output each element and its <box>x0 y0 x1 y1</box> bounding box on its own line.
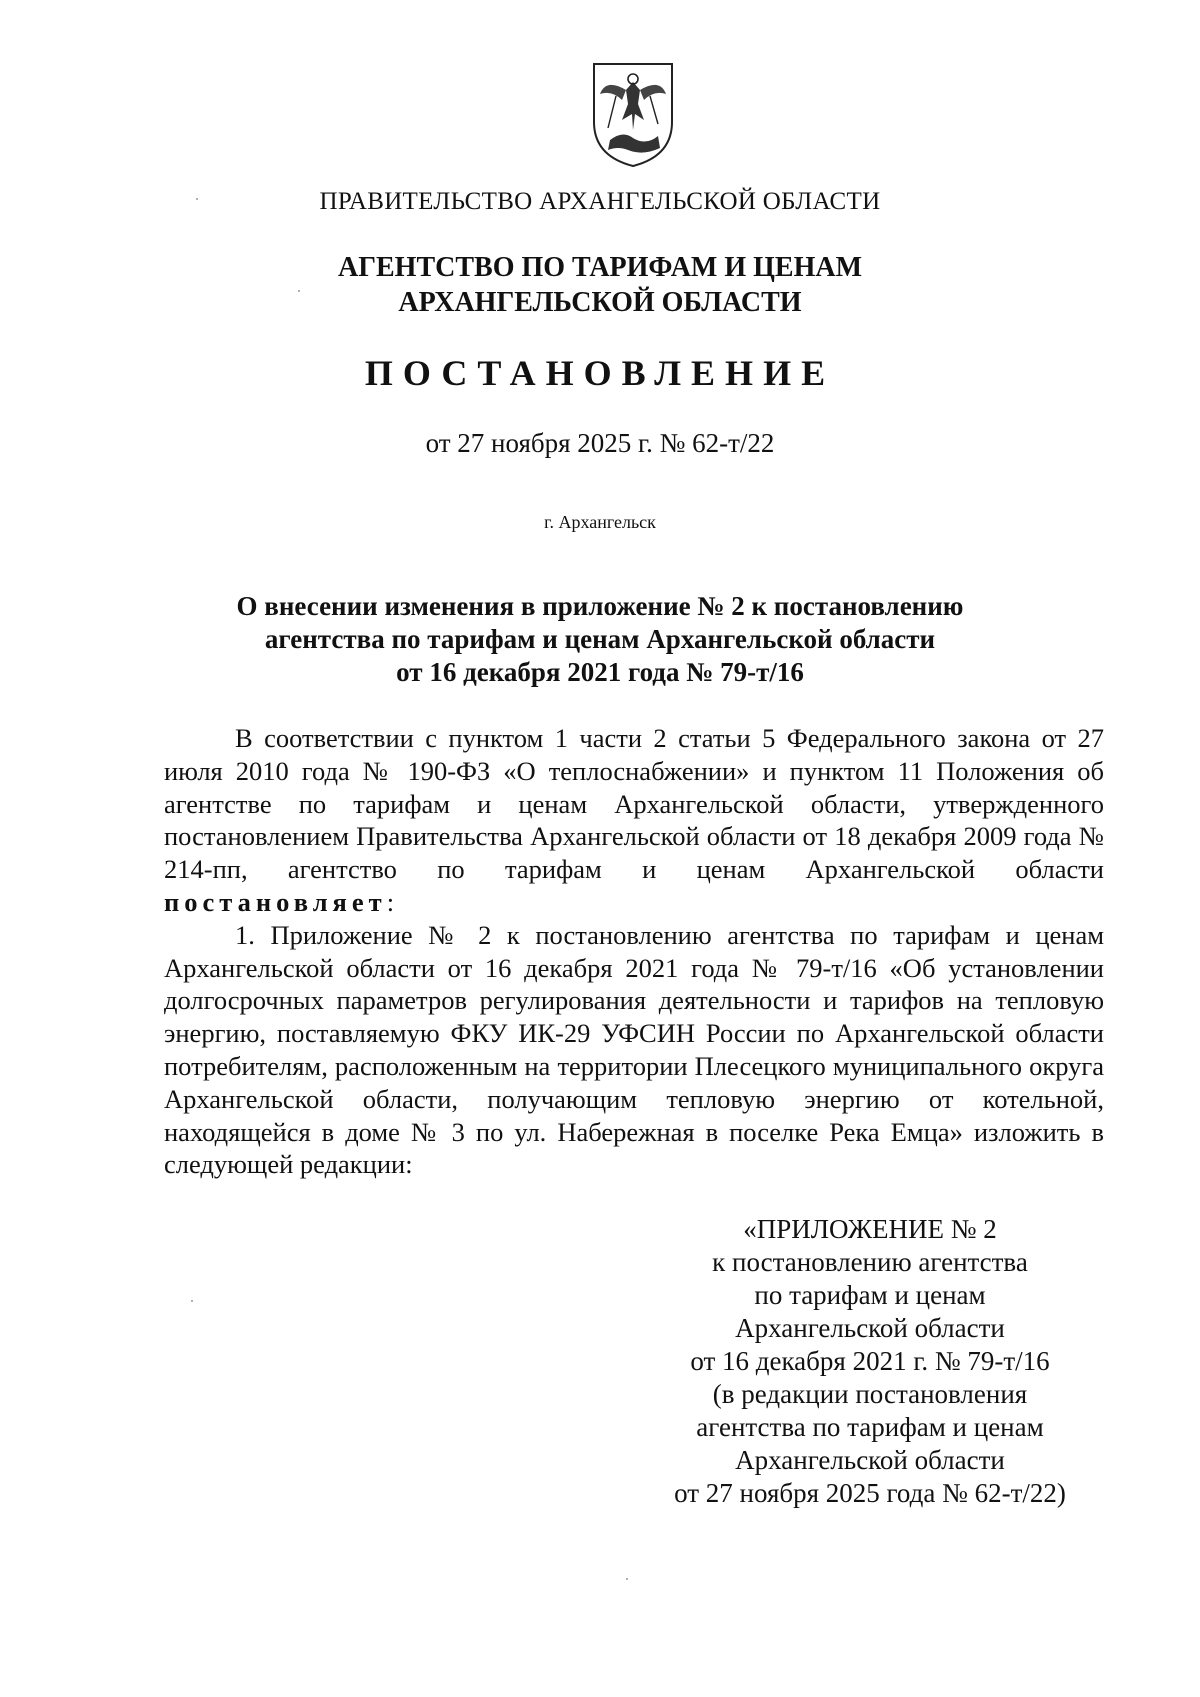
title-line2: агентства по тарифам и ценам Архангельской области <box>264 624 936 654</box>
title-line1: О внесении изменения в приложение № 2 к постановлению <box>236 591 964 621</box>
appendix-header <box>640 1213 1100 1510</box>
agency-name-line2: АРХАНГЕЛЬСКОЙ ОБЛАСТИ <box>398 287 802 318</box>
appendix-line: агентства по тарифам и ценам <box>696 1412 1044 1442</box>
preamble-text: В соответствии с пунктом 1 части 2 статьи 5 Федерального закона от 27 июля 2010 года № 190-ФЗ «О теплоснабжении» и пунктом 11 Положения об агентстве по тарифам и ценам Архангельской области, утвержденного постановлением Правительства Архангельской области от 18 декабря 2009 года № 214-пп, агентство по тарифам и ценам Архангельской области <box>164 723 1104 885</box>
appendix-line: к постановлению агентства <box>712 1247 1028 1277</box>
document-date-number: от 27 ноября 2025 г. № 62-т/22 <box>425 428 775 458</box>
appendix-line: от 27 ноября 2025 года № 62-т/22) <box>674 1478 1066 1508</box>
scan-speck <box>196 198 198 200</box>
government-name: ПРАВИТЕЛЬСТВО АРХАНГЕЛЬСКОЙ ОБЛАСТИ <box>319 188 881 215</box>
document-title <box>0 590 1200 689</box>
document-body <box>164 722 1104 1181</box>
resolves-word: постановляет <box>164 886 387 917</box>
appendix-line: Архангельской области <box>735 1313 1005 1343</box>
coat-of-arms-icon <box>588 60 678 170</box>
appendix-line: «ПРИЛОЖЕНИЕ № 2 <box>743 1214 997 1244</box>
agency-name <box>0 250 1200 320</box>
appendix-line: (в редакции постановления <box>712 1379 1028 1409</box>
scan-speck <box>298 290 300 292</box>
document-city: г. Архангельск <box>544 512 656 532</box>
document-type: ПОСТАНОВЛЕНИЕ <box>364 353 836 393</box>
preamble-paragraph <box>164 722 1104 919</box>
scan-speck <box>191 1300 193 1302</box>
appendix-line: Архангельской области <box>735 1445 1005 1475</box>
appendix-line: от 16 декабря 2021 г. № 79-т/16 <box>690 1346 1050 1376</box>
clause-1-paragraph: 1. Приложение № 2 к постановлению агентства по тарифам и ценам Архангельской области от 16 декабря 2021 года № 79-т/16 «Об установлении долгосрочных параметров регулирования деятельности и тарифов на тепловую энергию, поставляемую ФКУ ИК-29 УФСИН России по Архангельской области потребителям, расположенным на территории Плесецкого муниципального округа Архангельской области, получающим тепловую энергию от котельной, находящейся в доме № 3 по ул. Набережная в поселке Река Емца» изложить в следующей редакции: <box>164 919 1104 1180</box>
scan-speck <box>626 1578 628 1580</box>
title-line3: от 16 декабря 2021 года № 79-т/16 <box>396 657 804 687</box>
agency-name-line1: АГЕНТСТВО ПО ТАРИФАМ И ЦЕНАМ <box>337 252 863 283</box>
appendix-line: по тарифам и ценам <box>754 1280 986 1310</box>
preamble-colon: : <box>386 886 395 917</box>
